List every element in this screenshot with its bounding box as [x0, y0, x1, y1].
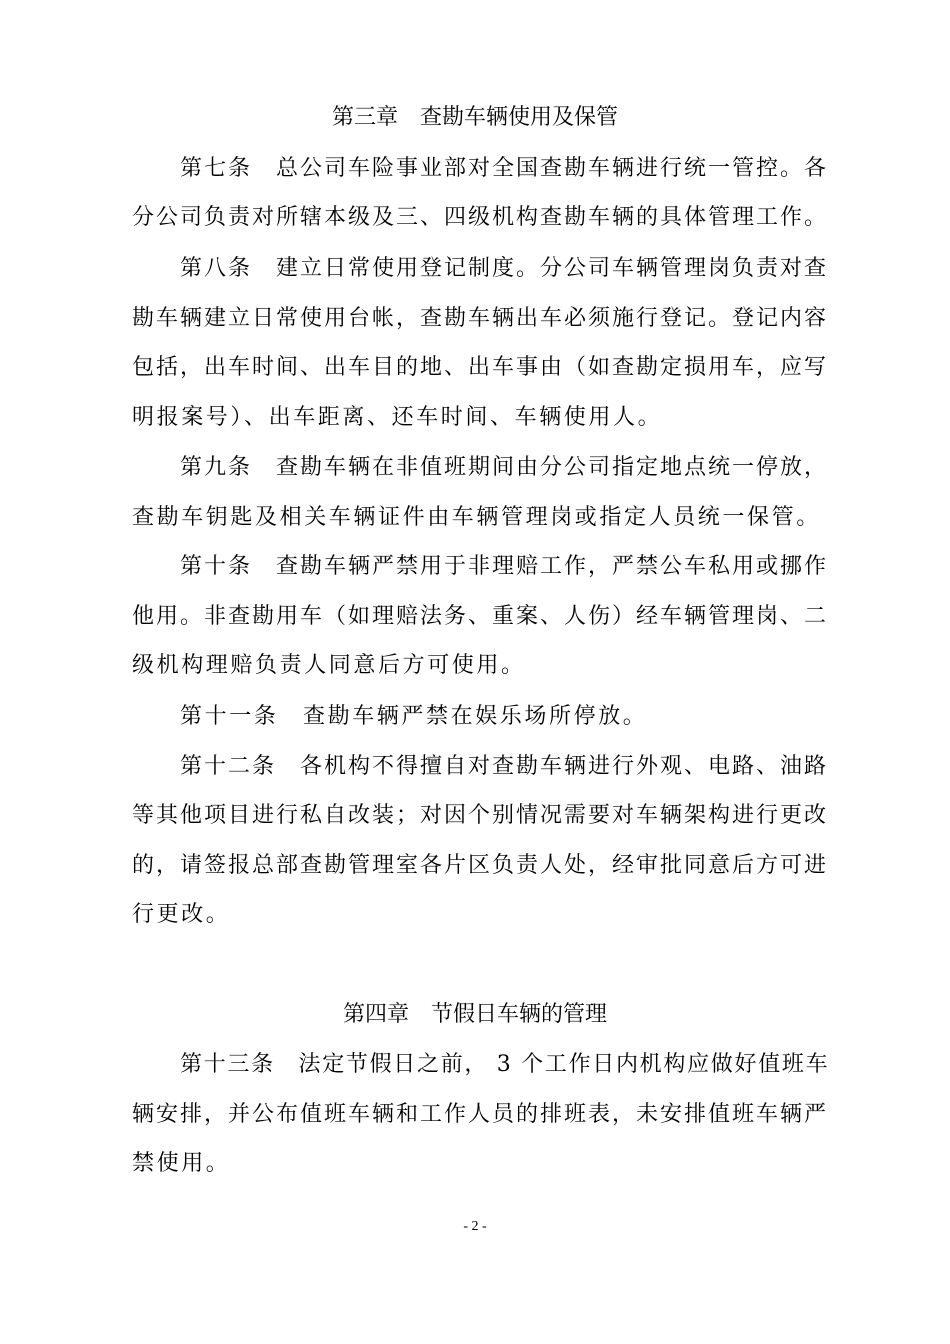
article-8-line-4: 明报案号）、出车距离、还车时间、车辆使用人。: [132, 405, 663, 430]
chapter-4-heading: 第四章 节假日车辆的管理: [342, 1002, 607, 1027]
article-13-line-1: 第十三条 法定节假日之前， 3 个工作日内机构应做好值班车: [180, 1052, 830, 1077]
article-8-line-2: 勘车辆建立日常使用台帐，查勘车辆出车必须施行登记。登记内容: [132, 306, 829, 331]
article-7-line-1: 第七条 总公司车险事业部对全国查勘车辆进行统一管控。各: [180, 156, 829, 181]
article-8-line-1: 第八条 建立日常使用登记制度。分公司车辆管理岗负责对查: [180, 256, 829, 281]
article-9-line-1: 第九条 查勘车辆在非值班期间由分公司指定地点统一停放，: [180, 455, 829, 480]
article-9-line-2: 查勘车钥匙及相关车辆证件由车辆管理岗或指定人员统一保管。: [132, 505, 821, 530]
article-13-line-2: 辆安排，并公布值班车辆和工作人员的排班表，未安排值班车辆严: [132, 1102, 829, 1127]
article-12-line-1: 第十二条 各机构不得擅自对查勘车辆进行外观、电路、油路: [180, 754, 829, 779]
page-number: - 2 -: [463, 1219, 487, 1234]
article-10-line-2: 他用。非查勘用车（如理赔法务、重案、人伤）经车辆管理岗、二: [132, 604, 829, 629]
article-8-line-3: 包括，出车时间、出车目的地、出车事由（如查勘定损用车，应写: [132, 355, 829, 380]
article-12-line-4: 行更改。: [132, 902, 231, 927]
article-11-line-1: 第十一条 查勘车辆严禁在娱乐场所停放。: [180, 704, 648, 729]
article-12-line-3: 的，请签报总部查勘管理室各片区负责人处，经审批同意后方可进: [132, 853, 829, 878]
article-10-line-3: 级机构理赔负责人同意后方可使用。: [132, 653, 526, 678]
article-13-line-3: 禁使用。: [132, 1151, 231, 1176]
chapter-3-heading: 第三章 查勘车辆使用及保管: [331, 105, 618, 130]
article-10-line-1: 第十条 查勘车辆严禁用于非理赔工作，严禁公车私用或挪作: [180, 554, 829, 579]
article-12-line-2: 等其他项目进行私自改装；对因个别情况需要对车辆架构进行更改: [132, 803, 829, 828]
article-7-line-2: 分公司负责对所辖本级及三、四级机构查勘车辆的具体管理工作。: [132, 205, 829, 230]
